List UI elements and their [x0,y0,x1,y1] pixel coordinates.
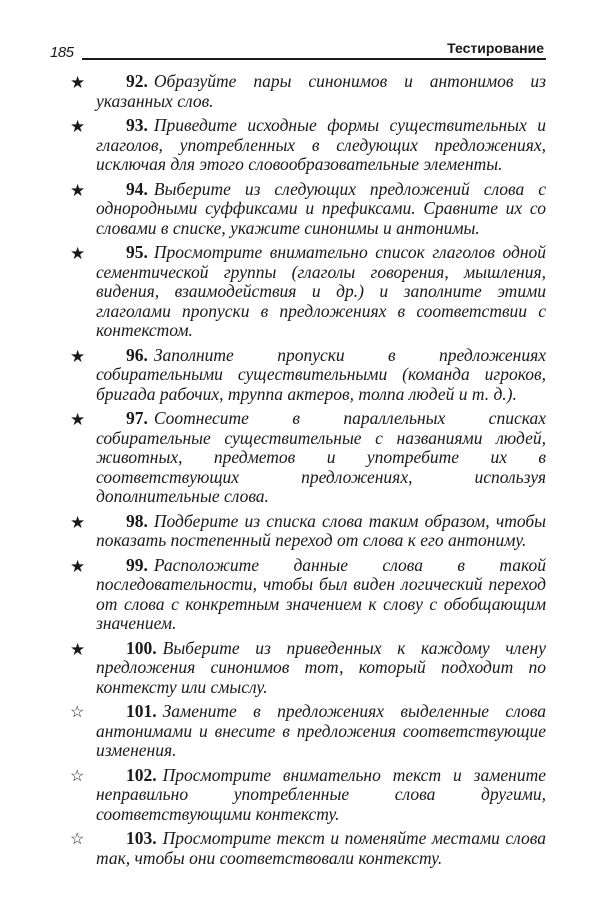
star-outline-icon: ☆ [70,704,85,721]
task-list [0,72,600,873]
star-icon: ★ [70,512,86,532]
star-icon: ★ [70,346,86,366]
task-text: Просмотрите внимательно текст и замените неправильно употребленные слова другими, соответствующими контексту. [96,764,546,824]
task-number: 97. [126,408,148,428]
task-item [0,829,600,868]
star-icon: ★ [70,556,86,576]
task-text: Соотнесите в параллельных списках собирательные существительные с названиями людей, животных, предметов и употребите их в соответствующих предложениях, используя дополнительные слова. [96,408,546,506]
task-item [0,243,600,341]
task-number: 103. [126,828,157,848]
task-text: Просмотрите текст и поменяйте местами слова так, чтобы они соответствовали контексту. [96,828,546,868]
task-text: Замените в предложениях выделенные слова антонимами и внесите в предложения соответствующие изменения. [96,701,546,760]
task-text: Подберите из списка слова таким образом, чтобы показать постепенный переход от слова к его антониму. [96,510,546,550]
star-icon: ★ [70,180,86,200]
star-icon: ★ [70,410,86,429]
task-item [0,409,600,507]
task-item [0,180,600,239]
star-icon: ★ [70,639,86,659]
task-number: 100. [126,637,157,658]
star-icon: ★ [70,117,86,136]
task-number: 93. [126,115,148,135]
task-number: 92. [126,71,148,91]
task-item [0,346,600,405]
task-text: Расположите данные слова в такой последовательности, чтобы был виден логический переход от слова с конкретным значением к слову с обобщающим значением. [96,554,546,633]
star-icon: ★ [70,244,86,263]
task-number: 101. [126,701,157,721]
running-head: Тестирование [447,40,544,56]
task-number: 96. [126,344,148,365]
task-item [0,72,600,111]
task-item [0,512,600,551]
task-text: Выберите из приведенных к каждому члену предложения синонимов тот, который подходит по контексту или смыслу. [96,637,546,697]
task-number: 99. [126,554,148,575]
task-number: 94. [126,178,148,199]
star-outline-icon: ☆ [70,767,85,785]
task-number: 98. [126,510,148,531]
task-text: Заполните пропуски в предложениях собирательными существительными (команда игроков, бригада рабочих, труппа актеров, толпа людей и т. д.). [96,344,546,404]
task-text: Просмотрите внимательно список глаголов одной сементической группы (глаголы говорения, мышления, видения, взаимодействия и др.) и заполните этими глаголами пропуски в предложениях в соответствии с контекстом. [96,242,546,340]
star-icon: ★ [70,73,86,92]
task-item [0,639,600,698]
task-item [0,766,600,825]
task-item [0,556,600,634]
header-rule [82,58,546,60]
task-number: 95. [126,242,148,262]
task-item [0,116,600,175]
task-text: Образуйте пары синонимов и антонимов из указанных слов. [96,71,546,111]
task-text: Выберите из следующих предложений слова с однородными суффиксами и префиксами. Сравните их со словами в списке, укажите синонимы и антонимы. [96,178,546,238]
page-number: 185 [50,44,74,61]
star-outline-icon: ☆ [70,831,85,848]
task-item [0,702,600,761]
task-text: Приведите исходные формы существительных и глаголов, употребленных в следующих предложениях, исключая для этого словообразовательные элементы. [96,115,546,174]
task-number: 102. [126,764,157,785]
